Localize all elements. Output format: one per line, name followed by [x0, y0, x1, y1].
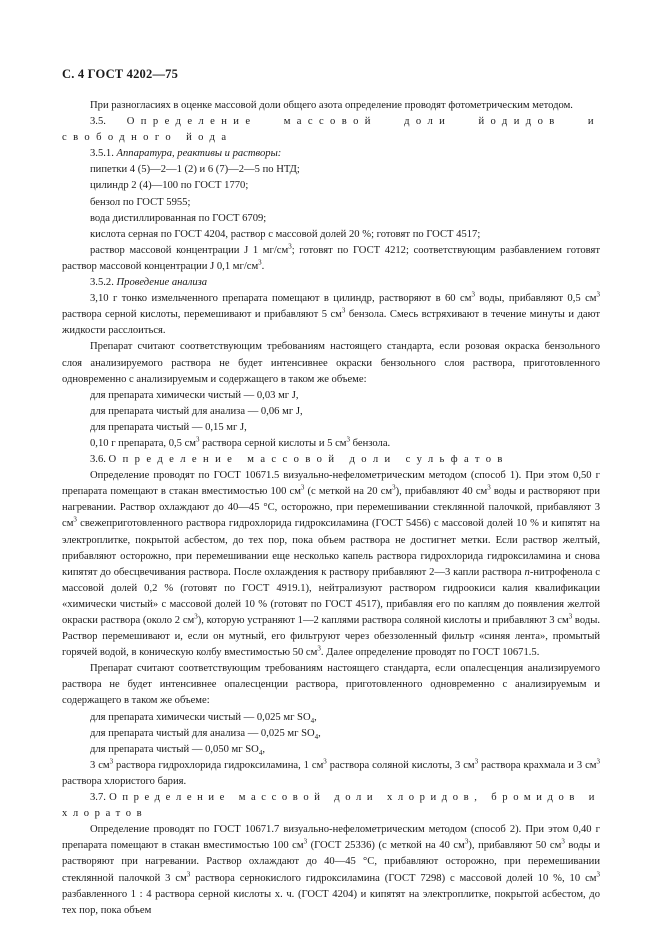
section-title: Проведение анализа: [116, 277, 208, 289]
list-item: кислота серная по ГОСТ 4204, раствор с массовой долей 20 %; готовят по ГОСТ 4517;: [90, 228, 481, 240]
section-3-5-1-heading: [62, 146, 600, 162]
paragraph-chloride-procedure: Определение проводят по ГОСТ 10671.7 визуально-нефелометрическим методом (способ 2). При этом 0,40 г препарата помещают в стакан вместимостью 100 $см^3$ (ГОСТ 25336) (с меткой на 40 $см^3$), прибавляют 50 $см^3$ воды и растворяют при нагревании. Раствор охлаждают до 40—45 °С, прибавляют осторожно, при перемешивании стеклянной палочкой 3 $см^3$ раствора сернокислого гидроксиламина (ГОСТ 7298) с массовой долей 10 %, 10 $см^3$ разбавленного 1 : 4 раствора серной кислоты х. ч. (ГОСТ 4204) и кипятят на электроплитке, покрытой асбестом, до тех пор, пока объем: [62, 824, 601, 916]
list-item: цилиндр 2 (4)—100 по ГОСТ 1770;: [90, 180, 249, 192]
paragraph-sulfate-criterion: Препарат считают соответствующим требованиям настоящего стандарта, если опалесценция анализируемого раствора не будет интенсивнее опалесценции раствора, приготовленного одновременно с анализируемым и содержащего в таком же объеме:: [62, 663, 600, 707]
list-item: для препарата химически чистый — 0,03 мг J,: [90, 389, 299, 401]
list-item-iodine-solution: раствор массовой концентрации J 1 $мг/см^3$; готовят по ГОСТ 4212; соответствующим разбавлением готовят раствор массовой концентрации J 0,1 $мг/см^3$.: [62, 242, 600, 272]
paragraph-nitrogen-note: При разногласиях в оценке массовой доли общего азота определение проводят фотометрическим методом.: [90, 100, 573, 111]
section-3-5-heading: [62, 114, 600, 146]
list-item: для препарата чистый для анализа — 0,025 мг $SO_4$,: [90, 727, 321, 741]
paragraph-sulfate-procedure: Определение проводят по ГОСТ 10671.5 визуально-нефелометрическим методом (способ 1). При этом 0,50 г препарата помещают в стакан вместимостью 100 $см^3$ (с меткой на 20 $см^3$), прибавляют 40 $см^3$ воды и растворяют при нагревании. Раствор охлаждают до 40—45 °С, осторожно, при перемешивании стеклянной палочкой, прибавляют 3 $см^3$ свежеприготовленного раствора гидрохлорида гидроксиламина (ГОСТ 5456) с массовой долей 10 % и кипятят на электроплитке, покрытой асбестом, до тех пор, пока объем раствора не достигнет метки. Если раствор желтый, прибавляют осторожно, при перемешивании еще несколько капель раствора гидрохлорида гидроксиламина и снова кипятят до обесцвечивания раствора. После охлаждения к раствору прибавляют 2—3 капли раствора n-нитрофенола с массовой долей 0,2 % (готовят по ГОСТ 4919.1), нейтрализуют раствором гидроокиси калия квалификации «химически чистый» с массовой долей 10 % (готовят по ГОСТ 4517), прибавляя его по каплям до появления желтой окраски раствора (около 2 $см^3$), которую устраняют 1—2 каплями раствора соляной кислоты и прибавляют 3 $см^3$ воды. Раствор перемешивают и, если он мутный, его фильтруют через обеззоленный фильтр «синяя лента», промытый горячей водой, в коническую колбу вместимостью 50 $см^3$. Далее определение проводят по ГОСТ 10671.5.: [62, 470, 600, 659]
section-title: Определение массовой доли сульфатов: [108, 454, 509, 466]
section-3-7-heading: [62, 790, 600, 822]
page-header: С. 4 ГОСТ 4202—75: [62, 67, 179, 81]
list-item: пипетки 4 (5)—2—1 (2) и 6 (7)—2—5 по НТД;: [90, 164, 300, 176]
section-title: Определение массовой доли йодидов и свободного йода: [62, 116, 600, 144]
paragraph-iodide-criterion: Препарат считают соответствующим требованиям настоящего стандарта, если розовая окраска бензольного слоя анализируемого раствора не будет интенсивнее окраски бензольного слоя раствора, приготовленного одновременно с анализируемым и содержащего в таком же объеме:: [62, 341, 600, 385]
section-number: 3.5.2.: [90, 277, 114, 289]
section-3-6-heading: [62, 452, 600, 468]
section-title: Определение массовой доли хлоридов, бромидов и хлоратов: [62, 792, 600, 820]
document-body: [62, 98, 600, 919]
section-3-5-2-heading: [62, 275, 600, 291]
list-item: бензол по ГОСТ 5955;: [90, 196, 191, 208]
list-item: для препарата чистый для анализа — 0,06 мг J,: [90, 405, 303, 417]
section-number: 3.7.: [90, 792, 106, 804]
section-number: 3.5.1.: [90, 148, 114, 160]
paragraph-analysis-procedure: 3,10 г тонко измельченного препарата помещают в цилиндр, растворяют в 60 $см^3$ воды, прибавляют 0,5 $см^3$ раствора серной кислоты, перемешивают и прибавляют 5 $см^3$ бензола. Смесь встряхивают в течение минуты и дают жидкости расслоиться.: [62, 290, 600, 337]
list-item: вода дистиллированная по ГОСТ 6709;: [90, 212, 267, 224]
paragraph-sulfate-reagents: 3 $см^3$ раствора гидрохлорида гидроксиламина, 1 $см^3$ раствора соляной кислоты, 3 $см^3$ раствора крахмала и 3 $см^3$ раствора хлористого бария.: [62, 757, 601, 787]
list-item: для препарата чистый — 0,15 мг J,: [90, 421, 247, 433]
list-item: 0,10 г препарата, 0,5 $см^3$ раствора серной кислоты и 5 $см^3$ бензола.: [90, 435, 391, 449]
section-number: 3.6.: [90, 454, 106, 466]
section-title: Аппаратура, реактивы и растворы:: [116, 148, 282, 160]
list-item: для препарата химически чистый — 0,025 мг $SO_4$,: [90, 711, 317, 725]
list-item: для препарата чистый — 0,050 мг $SO_4$,: [90, 743, 265, 757]
section-number: 3.5.: [90, 116, 106, 128]
